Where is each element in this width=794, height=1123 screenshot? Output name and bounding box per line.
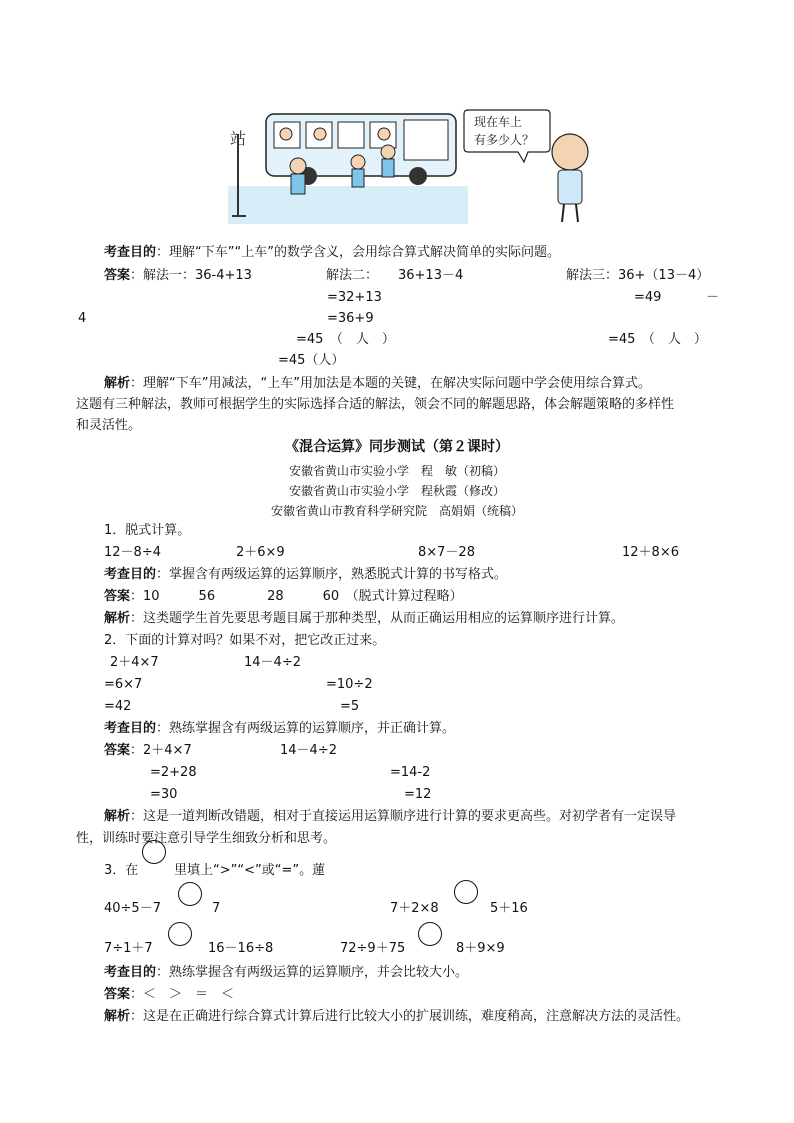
q2-analysis-2: 性，训练时要注意引导学生细致分析和思考。 (76, 831, 337, 846)
compare-circle-2[interactable] (454, 880, 478, 904)
q2-goal: 考查目的：熟练掌握含有两级运算的运算顺序，并正确计算。 (104, 721, 456, 736)
q2-answer-1: 答案：2＋4×7 (104, 743, 192, 758)
s1-analysis-1: 解析：理解“下车”用减法，“上车”用加法是本题的关键，在解决实际问题中学会使用综合算式。 (104, 376, 651, 391)
q2-line2-a: =6×7 (104, 677, 143, 692)
bubble-line-1: 现在车上 (474, 115, 523, 129)
s1-m2-step1: =32+13 (327, 290, 382, 305)
author-line-1: 安徽省黄山市实验小学 程 敏（初稿） (288, 464, 505, 478)
s1-m3-result: =45 （ 人 ） (608, 332, 707, 347)
q1-expr-1: 12－8÷4 (104, 545, 161, 560)
bubble-line-2: 有多少人？ (474, 133, 535, 147)
q3-analysis: 解析：这是在正确进行综合算式计算后进行比较大小的扩展训练，难度稍高，注意解决方法的灵活性。 (104, 1009, 690, 1024)
q2-answer-2: =2+28 (150, 765, 197, 780)
q2-answer-2b: =14-2 (390, 765, 431, 780)
s1-m2-result: =45（人） (278, 353, 345, 368)
s1-answer-m1: 答案：解法一：36-4+13 (104, 268, 252, 283)
q3-row1-b: 7 (212, 901, 221, 916)
q3-stem-b: 里填上“>”“<”或“=”。蓮 (174, 863, 326, 878)
compare-circle-3[interactable] (168, 922, 192, 946)
q1-expr-3: 8×7－28 (418, 545, 475, 560)
q2-answer-3b: =12 (404, 787, 432, 802)
blank-circle-icon (142, 840, 166, 864)
q1-answer: 答案：10 56 28 60 （脱式计算过程略） (104, 589, 463, 604)
q3-row1-c: 7＋2×8 (390, 901, 439, 916)
page-title: 《混合运算》同步测试（第２课时） (285, 439, 509, 455)
q2-stem: 2．下面的计算对吗？如果不对，把它改正过来。 (104, 633, 386, 648)
compare-circle-1[interactable] (178, 882, 202, 906)
q3-stem-a: 3．在 (104, 863, 139, 878)
q2-line3-a: =42 (104, 699, 132, 714)
s1-dash: － (706, 290, 720, 305)
bus-illustration (228, 104, 596, 224)
q2-analysis-1: 解析：这是一道判断改错题，相对于直接运用运算顺序进行计算的要求更高些。对初学者有一定误导 (104, 809, 677, 824)
q3-row2-c: 72÷9＋75 (340, 941, 406, 956)
q3-row1-d: 5＋16 (490, 901, 528, 916)
s1-answer-m3: 解法三：36+（13－4） (566, 268, 710, 283)
s1-m1-result: =45 （ 人 ） (296, 332, 395, 347)
q3-goal: 考查目的：熟练掌握含有两级运算的运算顺序，并会比较大小。 (104, 965, 469, 980)
q3-row1-a: 40÷5－7 (104, 901, 161, 916)
s1-analysis-3: 和灵活性。 (76, 418, 142, 433)
q2-line2-b: =10÷2 (326, 677, 373, 692)
q1-expr-4: 12＋8×6 (622, 545, 679, 560)
s1-m3-step1: =49 (634, 290, 662, 305)
author-line-2: 安徽省黄山市实验小学 程秋霞（修改） (288, 484, 505, 498)
q2-answer-1b: 14－4÷2 (280, 743, 337, 758)
q2-answer-3: =30 (150, 787, 178, 802)
s1-answer-m2-label: 解法二： (326, 268, 379, 283)
q2-line1-a: 2＋4×7 (110, 655, 159, 670)
s1-goal: 考查目的：理解“下车”“上车”的数学含义，会用综合算式解决简单的实际问题。 (104, 245, 560, 260)
q1-goal: 考查目的：掌握含有两级运算的运算顺序，熟悉脱式计算的书写格式。 (104, 567, 508, 582)
svg-text:站: 站 (230, 129, 247, 148)
q2-line3-b: =5 (340, 699, 360, 714)
s1-four: 4 (78, 311, 87, 326)
author-line-3: 安徽省黄山市教育科学研究院 高娟娟（统稿） (270, 504, 523, 518)
q3-row2-b: 16－16÷8 (208, 941, 274, 956)
q1-expr-2: 2＋6×9 (236, 545, 285, 560)
s1-m2-step2: =36+9 (327, 311, 374, 326)
s1-answer-m2-expr: 36+13－4 (398, 268, 464, 283)
q3-answer: 答案：＜ ＞ ＝ ＜ (104, 987, 235, 1002)
q1-stem: 1．脱式计算。 (104, 523, 191, 538)
compare-circle-4[interactable] (418, 922, 442, 946)
s1-analysis-2: 这题有三种解法，教师可根据学生的实际选择合适的解法，领会不同的解题思路，体会解题策略的多样性 (76, 397, 675, 412)
q1-analysis: 解析：这类题学生首先要思考题目属于那种类型，从而正确运用相应的运算顺序进行计算。 (104, 611, 625, 626)
q3-row2-a: 7÷1＋7 (104, 941, 153, 956)
q3-row2-d: 8＋9×9 (456, 941, 505, 956)
q2-line1-b: 14－4÷2 (244, 655, 301, 670)
